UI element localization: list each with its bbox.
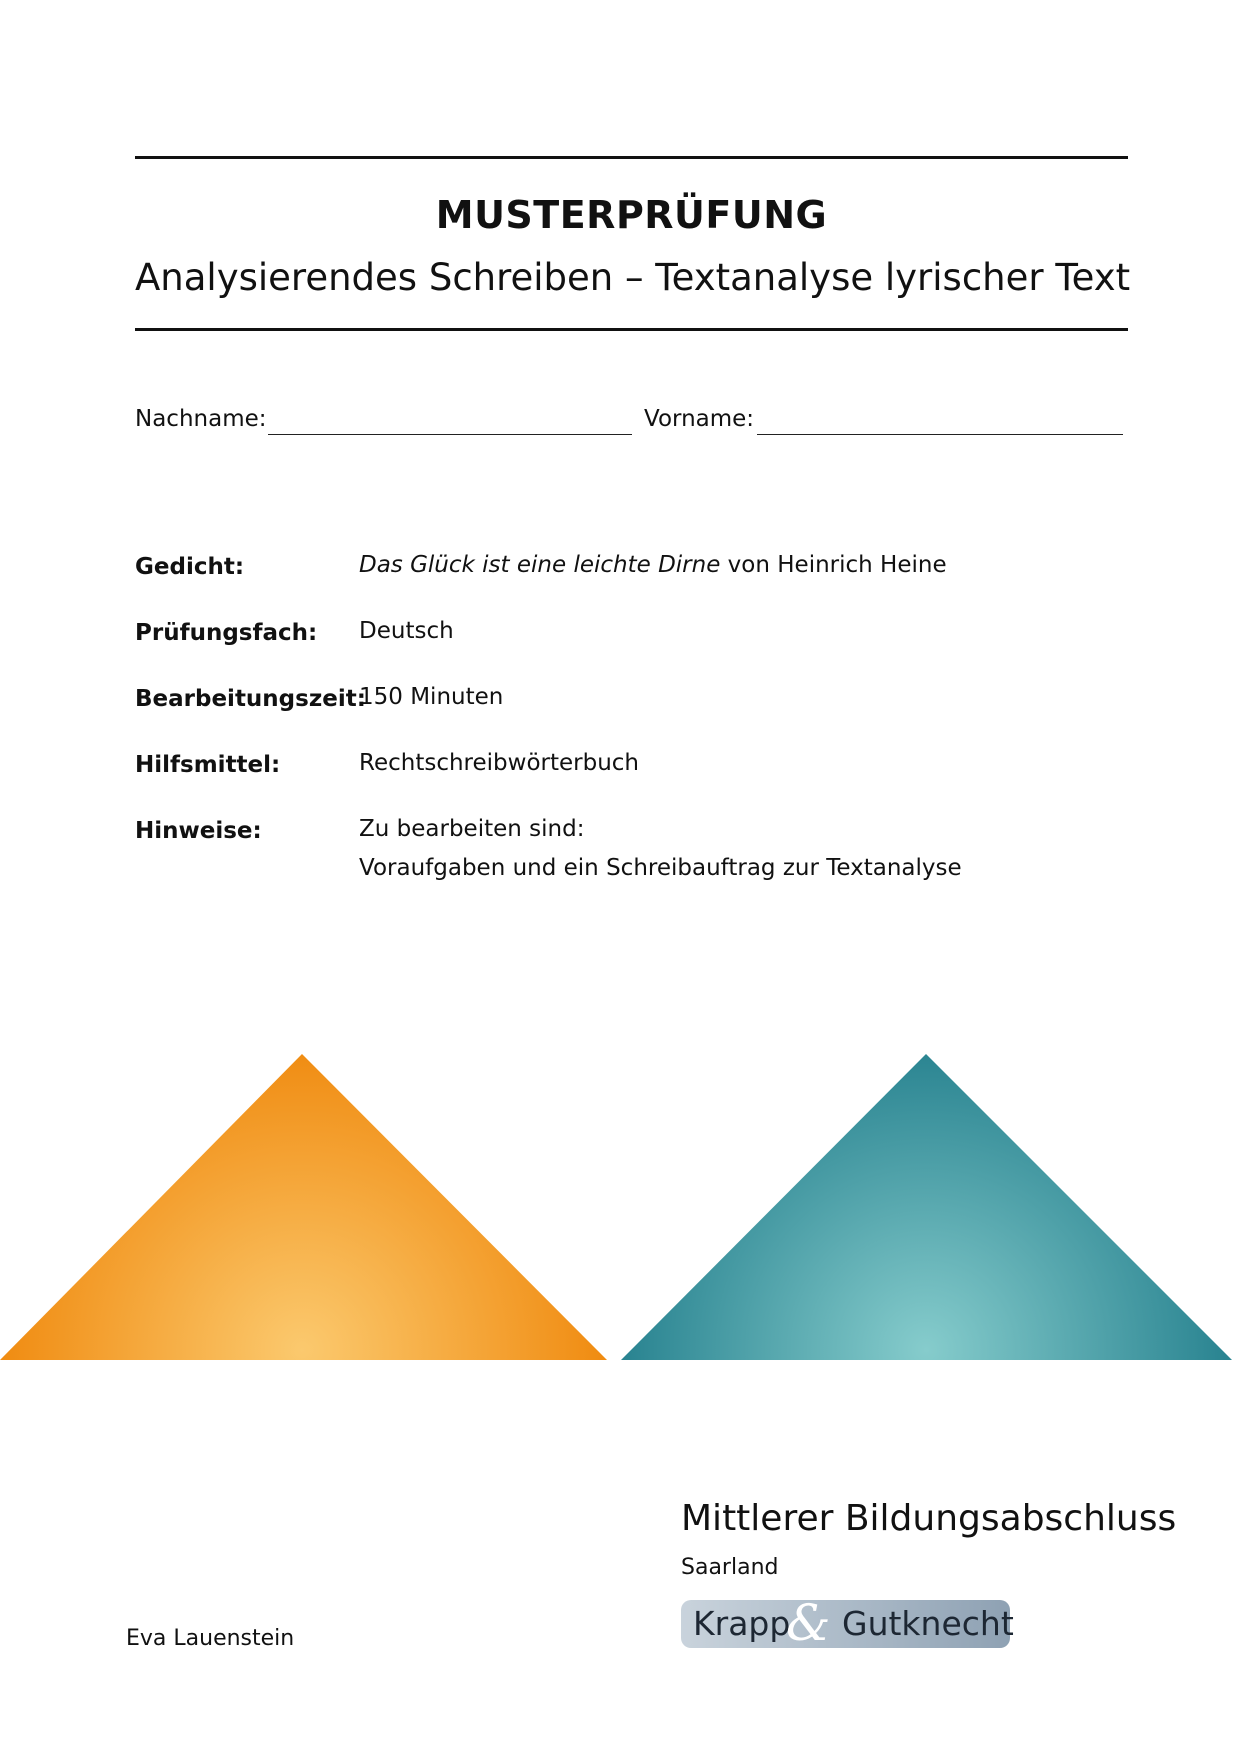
hinweise-line-2: Voraufgaben und ein Schreibauftrag zur Textanalyse	[359, 855, 962, 881]
info-row-gedicht	[135, 554, 1128, 620]
publisher-logo	[681, 1594, 1014, 1652]
lastname-field[interactable]	[268, 434, 632, 435]
fach-label: Prüfungsfach:	[135, 620, 318, 646]
hilfsmittel-label: Hilfsmittel:	[135, 752, 281, 778]
info-row-zeit	[135, 686, 1128, 752]
info-row-hinweise	[135, 818, 1128, 884]
document-subtitle: Analysierendes Schreiben – Textanalyse lyrischer Text	[135, 256, 1131, 299]
info-row-hilfsmittel	[135, 752, 1128, 818]
top-rule	[135, 156, 1128, 159]
teal-triangle	[621, 1054, 1232, 1360]
hinweise-line-1: Zu bearbeiten sind:	[359, 816, 585, 842]
hinweise-value	[359, 810, 962, 888]
bottom-rule	[135, 328, 1128, 331]
hilfsmittel-value: Rechtschreibwörterbuch	[359, 750, 639, 776]
zeit-value: 150 Minuten	[359, 684, 504, 710]
publisher-ampersand: &	[786, 1594, 831, 1652]
lastname-label: Nachname:	[135, 406, 267, 432]
publisher-name-left: Krapp	[693, 1604, 791, 1643]
footer-region: Saarland	[681, 1555, 779, 1580]
hinweise-label: Hinweise:	[135, 818, 262, 844]
footer-title: Mittlerer Bildungsabschluss	[681, 1498, 1177, 1539]
decorative-triangles	[0, 1050, 1240, 1365]
name-fields	[135, 406, 1128, 446]
poem-author: von Heinrich Heine	[720, 552, 947, 578]
firstname-label: Vorname:	[644, 406, 755, 432]
orange-triangle	[0, 1054, 607, 1360]
firstname-field[interactable]	[757, 434, 1123, 435]
gedicht-label: Gedicht:	[135, 554, 245, 580]
author-name: Eva Lauenstein	[126, 1626, 295, 1651]
zeit-label: Bearbeitungszeit:	[135, 686, 366, 712]
exam-info	[135, 554, 1128, 884]
fach-value: Deutsch	[359, 618, 454, 644]
info-row-fach	[135, 620, 1128, 686]
gedicht-value	[359, 546, 947, 585]
document-title: MUSTERPRÜFUNG	[435, 193, 828, 237]
publisher-name-right: Gutknecht	[842, 1604, 1014, 1643]
poem-title: Das Glück ist eine leichte Dirne	[359, 552, 721, 578]
